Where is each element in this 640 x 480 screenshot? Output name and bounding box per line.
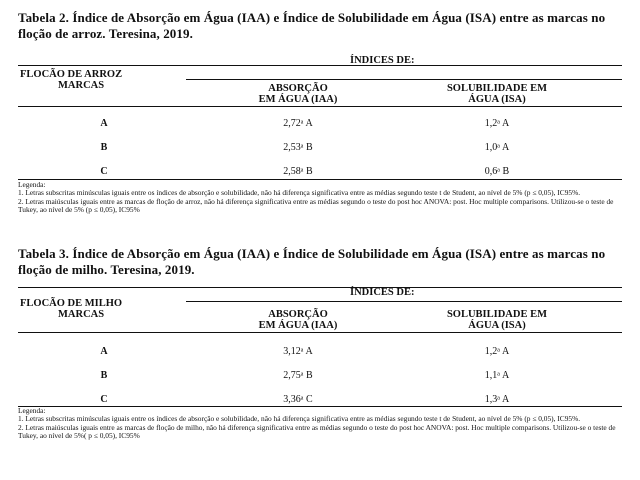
table3-row-3-isa-value: 1,3ᵃ A <box>484 394 510 405</box>
table2-bottom-rule <box>18 179 622 180</box>
table2-col2-header-line1: ABSORÇÃO <box>268 83 328 94</box>
table2-col1-header-line2: MARCAS <box>58 80 105 91</box>
table3-legend-note1: 1. Letras subscritas minúsculas iguais entre os índices de absorção e solubilidade, não há diferença significativa entre as médias segundo teste t de Student, ao nível de 5% (p ≤ 0,05), IC95%. <box>18 414 581 424</box>
table3-legend <box>18 407 626 441</box>
table2-group-rule <box>186 79 622 80</box>
table3-group-header: ÍNDICES DE: <box>350 287 415 298</box>
table3-col3-header-line2: ÁGUA (ISA) <box>468 320 526 331</box>
table3-top-rule <box>18 287 622 288</box>
table3-row-1-marca: A <box>100 346 108 357</box>
table3-legend-note2: 2. Letras maiúsculas iguais entre as marcas de floção de milho, não há diferença significativa entre as médias segundo o teste do post hoc ANOVA: post. Hoc multiple comparisons. Utilizou-se o teste de Tukey, ao nível de 5%( p ≤ 0,05), IC95% <box>18 422 616 441</box>
table2-row-1-isa-value: 1,2ᵃ A <box>484 118 510 129</box>
table2-legend-title: Legenda: <box>18 180 46 189</box>
table2-row-3-isa-value: 0,6ᵃ B <box>484 166 510 177</box>
table3-row-3-marca: C <box>100 394 108 405</box>
table2 <box>18 54 622 182</box>
table3-col2-header-line1: ABSORÇÃO <box>268 309 328 320</box>
table3-row-2-marca: B <box>100 370 108 381</box>
table3-row-1-iaa-value: 3,12ᵃ A <box>283 346 313 357</box>
table2-col2-header-line2: EM ÁGUA (IAA) <box>258 94 338 105</box>
table2-col3-header-line1: SOLUBILIDADE EM <box>446 83 548 94</box>
table3-col1-header-line2: MARCAS <box>58 309 105 320</box>
table3-legend-title: Legenda: <box>18 406 46 415</box>
table2-row-1-iaa-value: 2,72ᵃ A <box>283 118 313 129</box>
table3-row-1-isa-value: 1,2ᵃ A <box>484 346 510 357</box>
table2-col1-header-line1: FLOCÃO DE ARROZ <box>20 69 123 80</box>
table3-col1-header-line1: FLOCÃO DE MILHO <box>20 298 123 309</box>
table2-top-rule <box>18 65 622 66</box>
table3-col3-header-line1: SOLUBILIDADE EM <box>446 309 548 320</box>
table2-row-2-iaa-value: 2,53ᵃ B <box>283 142 313 153</box>
table2-row-3-marca: C <box>100 166 108 177</box>
table2-legend-note2: 2. Letras maiúsculas iguais entre as marcas de floção de arroz, não há diferença significativa entre as médias segundo o teste do post hoc ANOVA: post. Hoc multiple comparisons. Utilizou-se o teste de Tukey, ao nível de 5% (p ≤ 0,05), IC95% <box>18 196 614 215</box>
table2-row-2-isa-value: 1,0ᵃ A <box>484 142 510 153</box>
table2-group-header: ÍNDICES DE: <box>350 55 415 66</box>
table3-row-3-iaa-value: 3,36ᵃ C <box>283 394 313 405</box>
table3-header-rule <box>18 332 622 333</box>
table2-col3-header-line2: ÁGUA (ISA) <box>468 94 526 105</box>
table2-row-1-marca: A <box>100 118 108 129</box>
table2-header-rule <box>18 106 622 107</box>
table2-legend <box>18 181 626 215</box>
table2-row-2-marca: B <box>100 142 108 153</box>
table3-col2-header-line2: EM ÁGUA (IAA) <box>258 320 338 331</box>
table2-row-3-iaa-value: 2,58ᵃ B <box>283 166 313 177</box>
table3-caption: Tabela 3. Índice de Absorção em Água (IAA) e Índice de Solubilidade em Água (ISA) entre as marcas no floção de milho. Teresina, 2019. <box>18 246 606 277</box>
table3-row-2-isa-value: 1,1ᵃ A <box>484 370 510 381</box>
table2-caption: Tabela 2. Índice de Absorção em Água (IAA) e Índice de Solubilidade em Água (ISA) entre as marcas no floção de arroz. Teresina, 2019. <box>18 10 606 41</box>
table2-legend-note1: 1. Letras subscritas minúsculas iguais entre os índices de absorção e solubilidade, não há diferença significativa entre as médias segundo teste t de Student, ao nível de 5% (p ≤ 0,05), IC95%. <box>18 188 581 198</box>
table3-group-rule <box>186 301 622 302</box>
table3 <box>18 284 622 412</box>
table3-row-2-iaa-value: 2,75ᵃ B <box>283 370 313 381</box>
